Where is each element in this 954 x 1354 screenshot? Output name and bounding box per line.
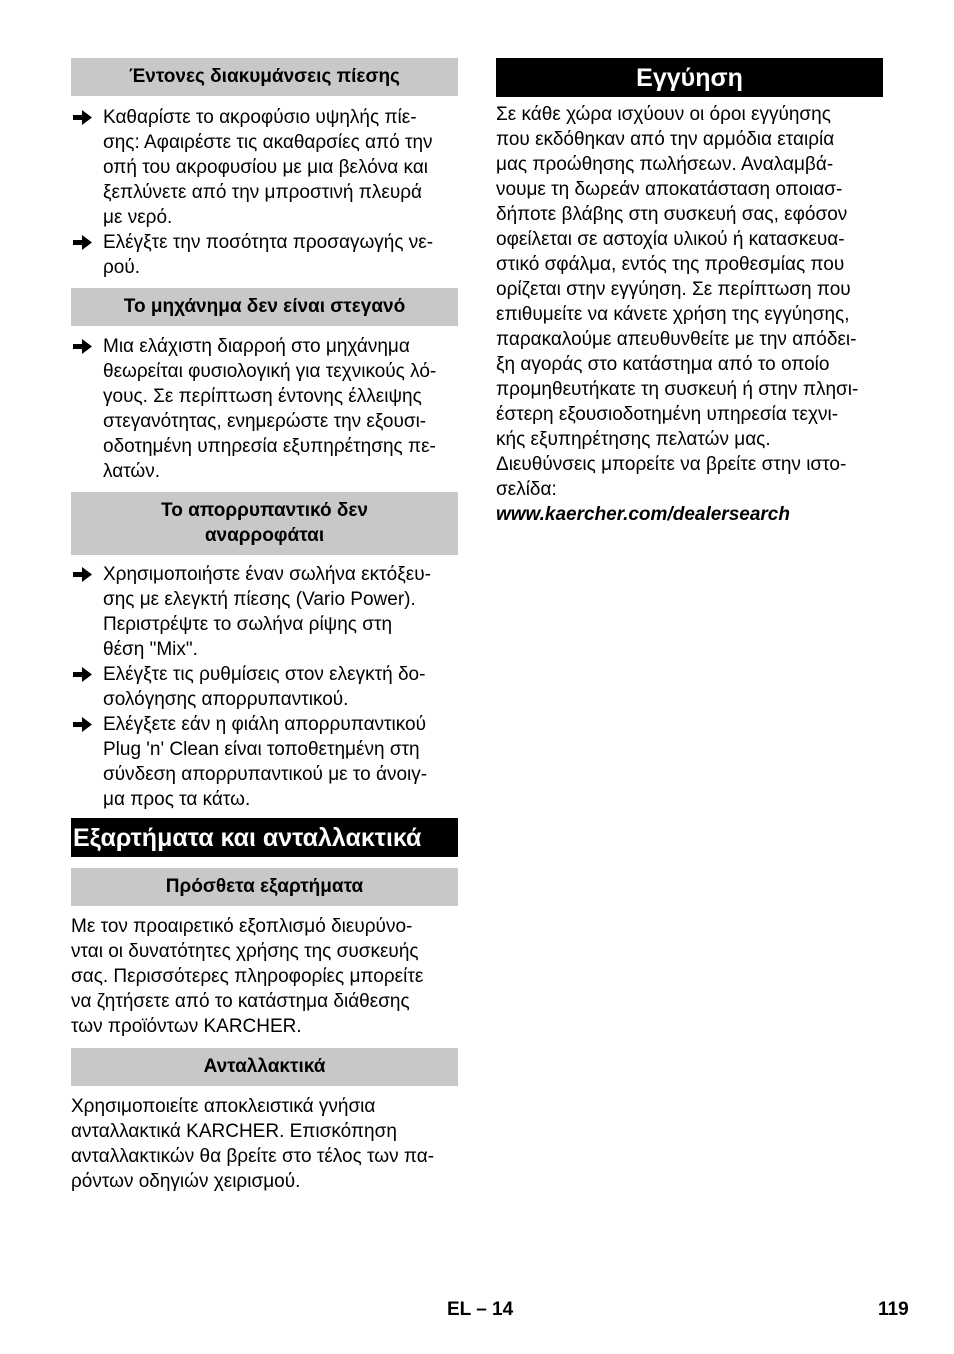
heading-detergent-not-sucked — [71, 492, 458, 555]
text-line: Σε κάθε χώρα ισχύουν οι όροι εγγύησης — [496, 104, 831, 125]
text-line: στικό σφάλμα, εντός της προθεσμίας που — [496, 254, 845, 275]
detergent-steps — [71, 562, 458, 812]
left-column — [71, 58, 458, 1194]
text-line: νουμε τη δωρεάν αποκατάσταση οποιασ- — [496, 179, 843, 200]
warranty-text — [496, 102, 883, 502]
text-line: νται οι δυνατότητες χρήσης της συσκευής — [71, 941, 419, 962]
text-line: σολόγησης απορρυπαντικού. — [103, 689, 349, 710]
text-line: Διευθύνσεις μπορείτε να βρείτε στην ιστο- — [496, 454, 847, 475]
list-item-text — [103, 712, 458, 812]
heading-pressure-fluctuations: Έντονες διακυμάνσεις πίεσης — [71, 58, 458, 96]
arrow-right-icon — [73, 339, 92, 354]
list-item — [71, 230, 458, 280]
text-line: αναρροφάται — [204, 525, 325, 546]
text-line: των προϊόντων KARCHER. — [71, 1016, 302, 1037]
text-line: δήποτε βλάβης στη συσκευή σας, εφόσον — [496, 204, 848, 225]
list-item-text — [103, 662, 458, 712]
text-line: οδοτημένη υπηρεσία εξυπηρέτησης πε- — [103, 436, 436, 457]
heading-warranty: Εγγύηση — [496, 58, 883, 97]
text-line: Μια ελάχιστη διαρροή στο μηχάνημα — [103, 336, 410, 357]
heading-additional-accessories: Πρόσθετα εξαρτήματα — [71, 868, 458, 906]
heading-accessories-spare-parts: Εξαρτήματα και ανταλλακτικά — [71, 818, 458, 857]
text-line: κής εξυπηρέτησης πελατών μας. — [496, 429, 771, 450]
text-line: Ελέγξτε τις ρυθμίσεις στον ελεγκτή δο- — [103, 664, 426, 685]
text-line: έστερη εξουσιοδοτημένη υπηρεσία τεχνι- — [496, 404, 839, 425]
text-line: οφείλεται σε αστοχία υλικού ή κατασκευα- — [496, 229, 845, 250]
text-line: θεωρείται φυσιολογική για τεχνικούς λό- — [103, 361, 437, 382]
spare-parts-text — [71, 1094, 458, 1194]
text-line: παρακαλούμε απευθυνθείτε με την απόδει- — [496, 329, 857, 350]
text-line: Το απορρυπαντικό δεν — [161, 500, 368, 521]
text-line: Καθαρίστε το ακροφύσιο υψηλής πίε- — [103, 107, 417, 128]
list-item-text — [103, 105, 458, 230]
leak-steps — [71, 334, 458, 484]
text-line: λατών. — [103, 461, 161, 482]
text-line: Ελέγξετε εάν η φιάλη απορρυπαντικού — [103, 714, 426, 735]
text-line: να ζητήσετε από το κατάστημα διάθεσης — [71, 991, 410, 1012]
list-item — [71, 712, 458, 812]
arrow-right-icon — [73, 567, 92, 582]
list-item-text — [103, 230, 458, 280]
footer-section-code: EL – 14 — [447, 1299, 514, 1320]
text-line: σης με ελεγκτή πίεσης (Vario Power). — [103, 589, 416, 610]
arrow-right-icon — [73, 110, 92, 125]
text-line: οπή του ακροφυσίου με μια βελόνα και — [103, 157, 429, 178]
text-line: ορίζεται στην εγγύηση. Σε περίπτωση που — [496, 279, 851, 300]
text-line: ρού. — [103, 257, 141, 278]
text-line: με νερό. — [103, 207, 173, 228]
right-column — [496, 58, 883, 527]
text-line: σελίδα: — [496, 479, 557, 500]
dealer-search-link[interactable]: www.kaercher.com/dealersearch — [496, 504, 790, 525]
text-line: Plug 'n' Clean είναι τοποθετημένη στη — [103, 739, 420, 760]
text-line: Ελέγξτε την ποσότητα προσαγωγής νε- — [103, 232, 434, 253]
text-line: στεγανότητας, ενημερώστε την εξουσι- — [103, 411, 427, 432]
text-line: Περιστρέψτε το σωλήνα ρίψης στη — [103, 614, 393, 635]
list-item — [71, 105, 458, 230]
list-item-text — [103, 334, 458, 484]
text-line: γους. Σε περίπτωση έντονης έλλειψης — [103, 386, 422, 407]
text-line: σης: Αφαιρέστε τις ακαθαρσίες από την — [103, 132, 433, 153]
text-line: ρόντων οδηγιών χειρισμού. — [71, 1171, 301, 1192]
text-line: μα προς τα κάτω. — [103, 789, 251, 810]
text-line: μας προώθησης πωλήσεων. Αναλαμβά- — [496, 154, 834, 175]
text-line: ξεπλύνετε από την μπροστινή πλευρά — [103, 182, 423, 203]
heading-spare-parts: Ανταλλακτικά — [71, 1048, 458, 1086]
text-line: σύνδεση απορρυπαντικού με το άνοιγ- — [103, 764, 428, 785]
text-line: που εκδόθηκαν από την αρμόδια εταιρία — [496, 129, 835, 150]
text-line: ξη αγοράς στο κατάστημα από το οποίο — [496, 354, 830, 375]
text-line: σας. Περισσότερες πληροφορίες μπορείτε — [71, 966, 424, 987]
text-line: Με τον προαιρετικό εξοπλισμό διευρύνο- — [71, 916, 413, 937]
list-item — [71, 334, 458, 484]
arrow-right-icon — [73, 717, 92, 732]
list-item — [71, 662, 458, 712]
text-line: ανταλλακτικών θα βρείτε στο τέλος των πα- — [71, 1146, 435, 1167]
arrow-right-icon — [73, 235, 92, 250]
text-line: ανταλλακτικά KARCHER. Επισκόπηση — [71, 1121, 397, 1142]
text-line: προμηθευτήκατε τη συσκευή ή στην πλησι- — [496, 379, 859, 400]
pressure-steps — [71, 105, 458, 280]
text-line: Χρησιμοποιήστε έναν σωλήνα εκτόξευ- — [103, 564, 431, 585]
text-line: επιθυμείτε να κάνετε χρήση της εγγύησης, — [496, 304, 850, 325]
list-item — [71, 562, 458, 662]
list-item-text — [103, 562, 458, 662]
arrow-right-icon — [73, 667, 92, 682]
additional-accessories-text — [71, 914, 458, 1039]
heading-not-watertight: Το μηχάνημα δεν είναι στεγανό — [71, 288, 458, 326]
footer-page-number: 119 — [878, 1299, 909, 1320]
text-line: θέση "Mix". — [103, 639, 198, 660]
text-line: Χρησιμοποιείτε αποκλειστικά γνήσια — [71, 1096, 376, 1117]
